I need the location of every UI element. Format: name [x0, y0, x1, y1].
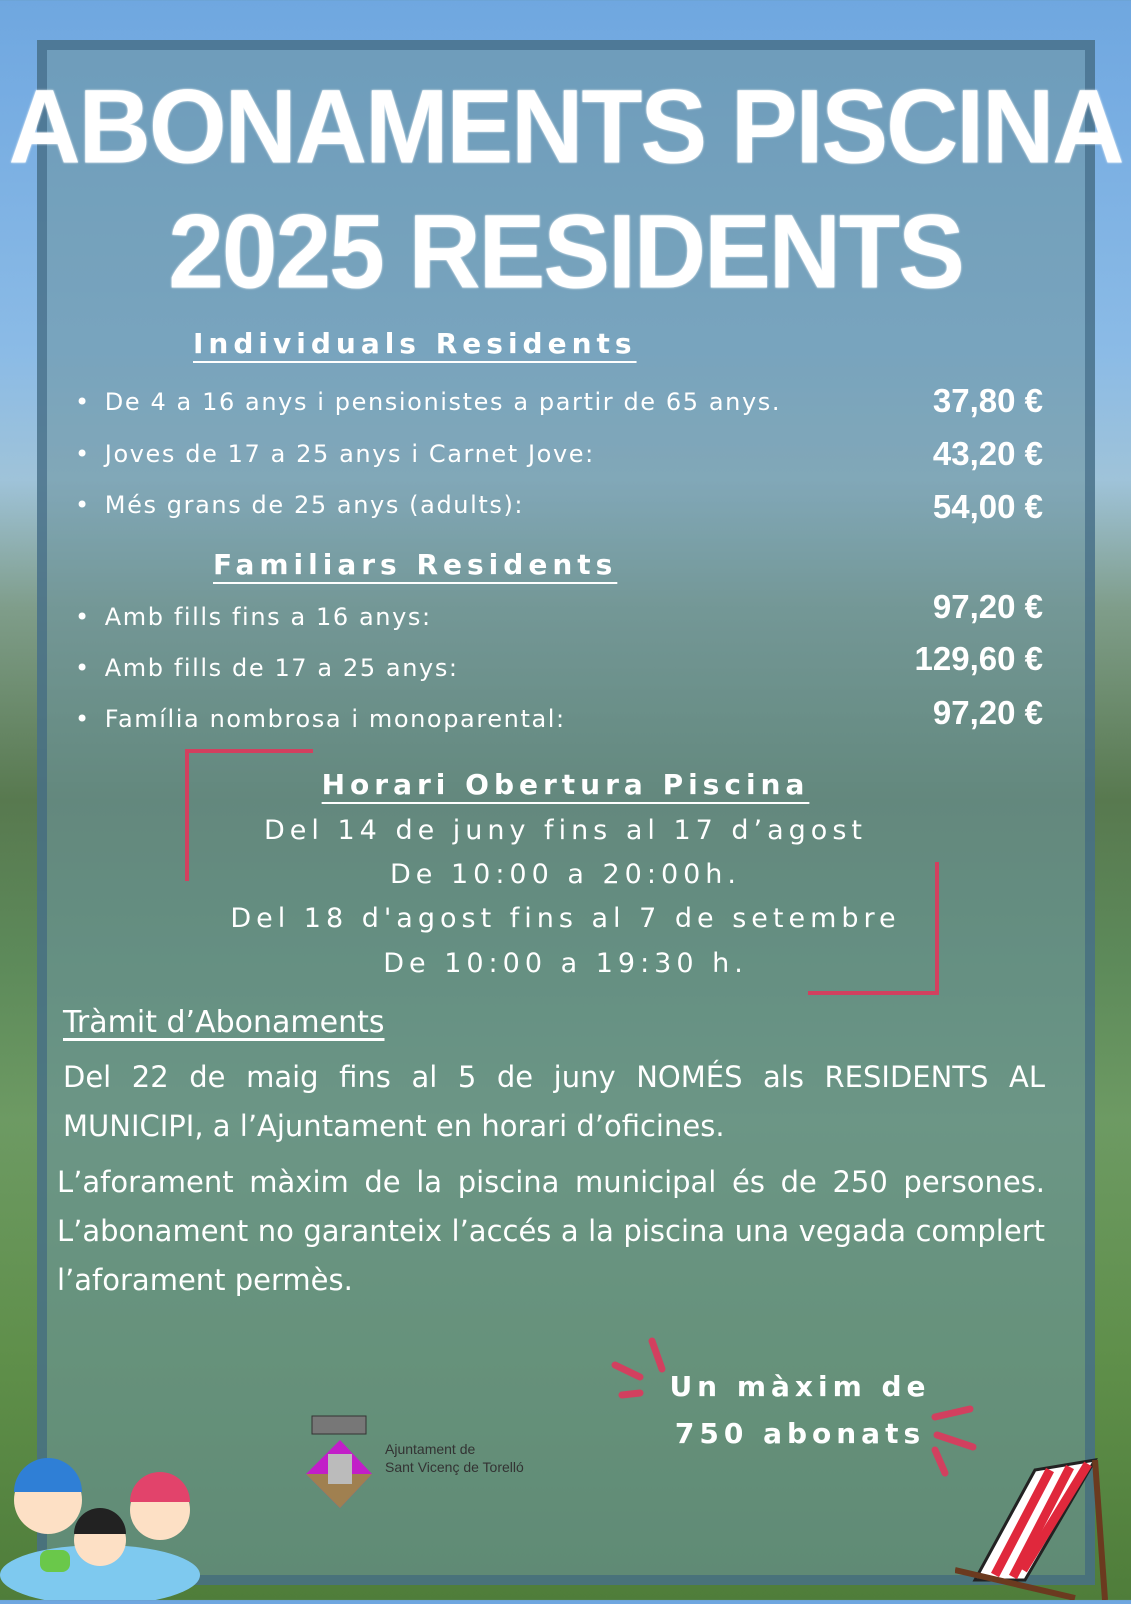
price: 54,00 €	[932, 488, 1043, 525]
bracket-bottom-right	[808, 991, 939, 995]
maxim-line2: 750 abonats	[674, 1417, 926, 1450]
logo-line1: Ajuntament de	[385, 1441, 476, 1457]
horari-heading: Horari Obertura Piscina	[321, 768, 810, 801]
list-item: • Joves de 17 a 25 anys i Carnet Jove:	[75, 440, 595, 468]
maxim-line1: Un màxim de	[669, 1370, 931, 1403]
horari-line: De 10:00 a 20:00h.	[389, 859, 741, 890]
individuals-heading: Individuals Residents	[193, 327, 637, 360]
price: 97,20 €	[932, 588, 1043, 625]
list-item: • Amb fills de 17 a 25 anys:	[75, 654, 459, 682]
horari-line: Del 14 de juny fins al 17 d’agost	[264, 815, 867, 846]
title-line1: ABONAMENTS PISCINA	[8, 68, 1123, 186]
list-item: • Amb fills fins a 16 anys:	[75, 603, 432, 631]
title-line2: 2025 RESIDENTS	[168, 193, 963, 311]
tramit-heading: Tràmit d’Abonaments	[63, 1005, 385, 1040]
list-item: • De 4 a 16 anys i pensionistes a partir de 65 anys.	[75, 388, 781, 416]
price: 37,80 €	[932, 382, 1043, 419]
horari-line: Del 18 d'agost fins al 7 de setembre	[230, 903, 901, 934]
children-swimming-illustration	[0, 1430, 200, 1600]
price: 129,60 €	[914, 640, 1043, 677]
logo-text	[385, 1440, 524, 1476]
list-item: • Família nombrosa i monoparental:	[75, 705, 566, 733]
horari-line: De 10:00 a 19:30 h.	[383, 948, 748, 979]
bracket-top-left	[185, 749, 313, 753]
tramit-text: Del 22 de maig fins al 5 de juny NOMÉS als RESIDENTS AL MUNICIPI, a l’Ajuntament en horari d’oficines.	[63, 1060, 1045, 1143]
familiars-heading: Familiars Residents	[213, 548, 618, 581]
list-item: • Més grans de 25 anys (adults):	[75, 491, 524, 519]
municipal-coat-of-arms-logo	[300, 1412, 380, 1512]
deck-chair-illustration	[955, 1440, 1131, 1600]
price: 43,20 €	[932, 435, 1043, 472]
aforament-text: L’aforament màxim de la piscina municipal és de 250 persones. L’abonament no garanteix l’accés a la piscina una vegada complert l’aforament permès.	[57, 1165, 1045, 1297]
price: 97,20 €	[932, 694, 1043, 731]
logo-line2: Sant Vicenç de Torelló	[385, 1459, 524, 1475]
